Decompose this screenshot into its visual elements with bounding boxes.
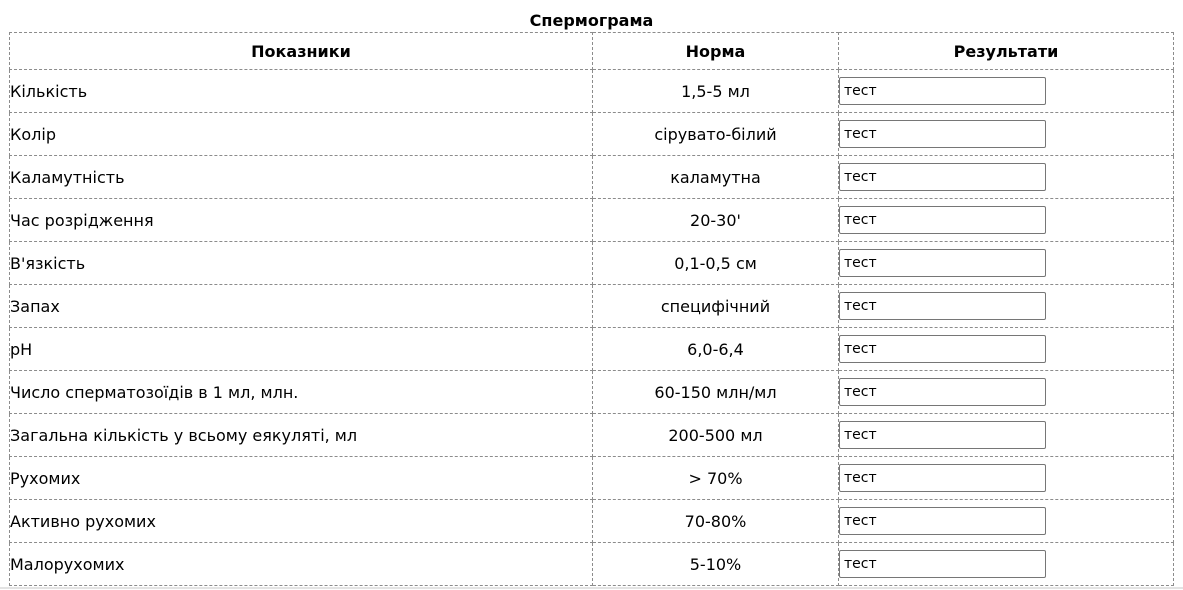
result-cell	[839, 328, 1174, 371]
indicator-norm: специфічний	[593, 285, 839, 328]
indicator-norm: 1,5-5 мл	[593, 70, 839, 113]
indicator-norm: 200-500 мл	[593, 414, 839, 457]
table-title: Спермограма	[529, 11, 654, 30]
indicator-name: Запах	[10, 285, 593, 328]
result-cell	[839, 500, 1174, 543]
result-input[interactable]	[839, 464, 1046, 492]
result-input[interactable]	[839, 163, 1046, 191]
table-row	[10, 113, 1174, 156]
result-cell	[839, 156, 1174, 199]
result-input[interactable]	[839, 249, 1046, 277]
table-row	[10, 371, 1174, 414]
indicator-name: Рухомих	[10, 457, 593, 500]
table-row	[10, 500, 1174, 543]
header-indicators: Показники	[10, 33, 593, 70]
result-cell	[839, 242, 1174, 285]
result-input[interactable]	[839, 206, 1046, 234]
result-input[interactable]	[839, 120, 1046, 148]
table-row	[10, 156, 1174, 199]
result-cell	[839, 113, 1174, 156]
indicator-name: Малорухомих	[10, 543, 593, 586]
result-input[interactable]	[839, 507, 1046, 535]
page-bottom-divider	[0, 587, 1183, 589]
result-cell	[839, 457, 1174, 500]
table-row	[10, 414, 1174, 457]
indicator-name: Загальна кількість у всьому еякуляті, мл	[10, 414, 593, 457]
indicator-name: Активно рухомих	[10, 500, 593, 543]
result-input[interactable]	[839, 77, 1046, 105]
indicator-name: В'язкість	[10, 242, 593, 285]
header-row	[10, 33, 1174, 70]
result-cell	[839, 285, 1174, 328]
result-input[interactable]	[839, 421, 1046, 449]
table-row	[10, 199, 1174, 242]
indicator-name: pH	[10, 328, 593, 371]
result-cell	[839, 543, 1174, 586]
table-row	[10, 70, 1174, 113]
result-cell	[839, 371, 1174, 414]
indicator-norm: сірувато-білий	[593, 113, 839, 156]
indicator-norm: 5-10%	[593, 543, 839, 586]
result-cell	[839, 70, 1174, 113]
table-row	[10, 457, 1174, 500]
header-norm: Норма	[593, 33, 839, 70]
indicator-name: Число сперматозоїдів в 1 мл, млн.	[10, 371, 593, 414]
spermogram-table	[9, 32, 1174, 586]
indicator-name: Каламутність	[10, 156, 593, 199]
table-row	[10, 242, 1174, 285]
indicator-norm: каламутна	[593, 156, 839, 199]
indicator-norm: 0,1-0,5 см	[593, 242, 839, 285]
result-input[interactable]	[839, 378, 1046, 406]
indicator-name: Колір	[10, 113, 593, 156]
indicator-norm: 60-150 млн/мл	[593, 371, 839, 414]
indicator-norm: 6,0-6,4	[593, 328, 839, 371]
result-cell	[839, 199, 1174, 242]
result-cell	[839, 414, 1174, 457]
table-row	[10, 328, 1174, 371]
indicator-name: Кількість	[10, 70, 593, 113]
result-input[interactable]	[839, 335, 1046, 363]
header-results: Результати	[839, 33, 1174, 70]
table-row	[10, 285, 1174, 328]
indicator-norm: 70-80%	[593, 500, 839, 543]
result-input[interactable]	[839, 292, 1046, 320]
table-row	[10, 543, 1174, 586]
indicator-norm: > 70%	[593, 457, 839, 500]
indicator-name: Час розрідження	[10, 199, 593, 242]
result-input[interactable]	[839, 550, 1046, 578]
indicator-norm: 20-30'	[593, 199, 839, 242]
